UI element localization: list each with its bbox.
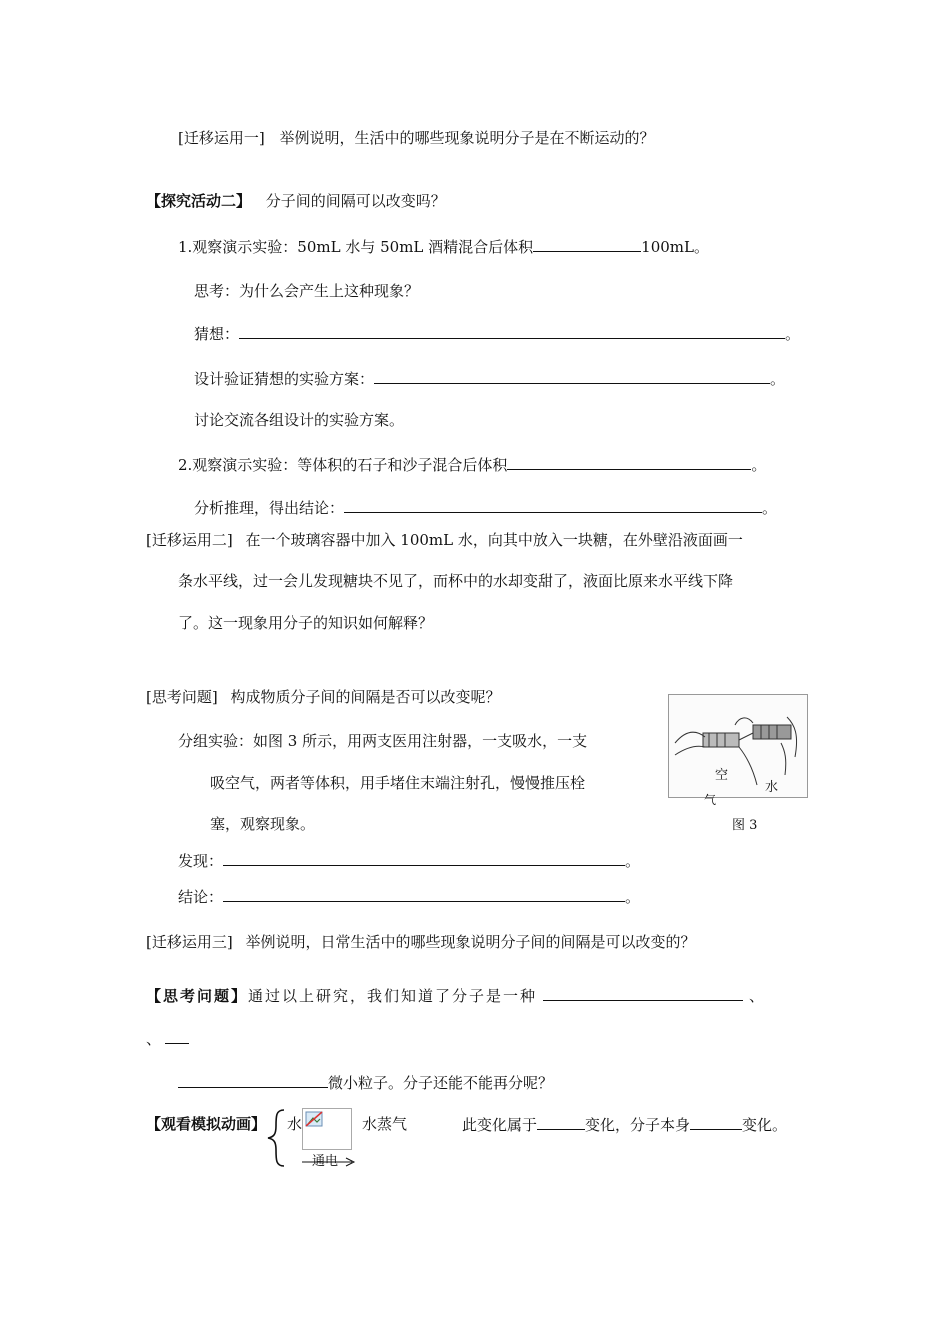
syringe-illustration [669,695,807,797]
period: 。 [751,456,767,474]
question2-line3 [178,1072,553,1093]
conclusion-line [178,886,640,907]
question2-blank3[interactable] [178,1072,328,1088]
change-blank-2[interactable] [690,1114,742,1130]
find-label: 发现： [178,852,224,870]
transfer3-line [146,932,696,952]
question2-line1 [146,985,766,1006]
question2-line2 [146,1028,189,1049]
transfer3-label: [迁移运用三] [146,933,233,951]
guess-line [194,323,800,344]
syringe-air-barrel [703,733,739,747]
transfer1-line [178,128,655,148]
transfer2-line1 [146,530,743,550]
find-line [178,850,640,871]
activity2-item2 [178,454,766,475]
change-text-2: 变化，分子本身 [585,1116,691,1134]
transfer1-label: [迁移运用一] [178,129,265,147]
change-text-3: 变化。 [742,1116,788,1134]
animation-change-line [462,1114,787,1135]
figure3-caption: 图 3 [732,818,758,833]
animation-label: 【观看模拟动画】 [146,1115,267,1133]
transfer3-text: 举例说明，日常生活中的哪些现象说明分子间的间隔是可以改变的？ [245,933,696,951]
transfer2-line2: 条水平线，过一会儿发现糖块不见了，而杯中的水却变甜了，液面比原来水平线下降 [178,572,734,590]
item2-blank[interactable] [507,454,751,470]
question2-text-after: 微小粒子。分子还能不能再分呢？ [328,1074,554,1092]
question1-label: [思考问题] [146,688,218,706]
period: 。 [770,370,786,388]
analysis-line [194,497,777,518]
find-blank[interactable] [223,850,625,866]
item2-text: 2.观察演示实验：等体积的石子和沙子混合后体积 [178,456,508,474]
figure3-air-label-2: 气 [704,793,717,807]
design-label: 设计验证猜想的实验方案： [194,370,375,388]
question1-text: 构成物质分子间的间隔是否可以改变呢？ [230,688,501,706]
transfer1-text: 举例说明，生活中的哪些现象说明分子是在不断运动的？ [279,129,655,147]
electrify-label: 通电 [312,1154,339,1169]
design-line [194,368,785,389]
guess-label: 猜想： [194,325,240,343]
activity2-heading [146,191,446,211]
item1-blank[interactable] [533,236,641,252]
change-text-1: 此变化属于 [462,1116,538,1134]
conclusion-blank[interactable] [223,886,625,902]
period: 。 [625,888,641,906]
transfer2-label: [迁移运用二] [146,531,233,549]
question2-blank2[interactable] [165,1028,189,1044]
left-brace-icon [266,1108,288,1168]
syringe-water-barrel [753,725,791,739]
change-blank-1[interactable] [537,1114,585,1130]
question2-comma: 、 [749,987,767,1005]
animation-vapor: 水蒸气 [362,1115,408,1133]
period: 。 [625,852,641,870]
item1-unit: 100mL。 [641,238,709,256]
experiment-line1: 分组实验：如图 3 所示，用两支医用注射器，一支吸水，一支 [178,732,588,750]
question1-heading [146,687,501,707]
transfer2-line3: 了。这一现象用分子的知识如何解释？ [178,614,434,632]
activity2-item1 [178,236,709,257]
question2-label: 【思考问题】 [146,987,249,1005]
hand-left [675,732,705,743]
period: 。 [762,499,778,517]
question2-line2-comma: 、 [146,1030,162,1048]
animation-water: 水 [287,1115,303,1133]
broken-image-icon [302,1108,352,1150]
guess-blank[interactable] [239,323,785,339]
analysis-label: 分析推理，得出结论： [194,499,345,517]
think-line: 思考：为什么会产生上这种现象？ [194,282,420,300]
figure3-water-label: 水 [765,780,779,795]
period: 。 [785,325,801,343]
item1-text: 1.观察演示实验：50mL 水与 50mL 酒精混合后体积 [178,238,534,256]
experiment-line3: 塞，观察现象。 [210,815,316,833]
question2-text: 通过以上研究，我们知道了分子是一种 [248,987,538,1005]
design-blank[interactable] [374,368,770,384]
arrow-right-icon [300,1156,358,1168]
question2-blank1[interactable] [543,985,743,1001]
conclusion-label: 结论： [178,888,224,906]
figure3-syringes [668,694,808,798]
experiment-line2: 吸空气，两者等体积，用手堵住末端注射孔，慢慢推压栓 [210,774,586,792]
activity2-label: 【探究活动二】 [146,192,252,210]
transfer2-text1: 在一个玻璃容器中加入 100mL 水，向其中放入一块糖，在外壁沿液面画一 [245,531,743,549]
activity2-text: 分子间的间隔可以改变吗？ [265,192,446,210]
figure3-air-label-1: 空 [715,768,729,783]
analysis-blank[interactable] [344,497,762,513]
discuss-line: 讨论交流各组设计的实验方案。 [194,411,405,429]
